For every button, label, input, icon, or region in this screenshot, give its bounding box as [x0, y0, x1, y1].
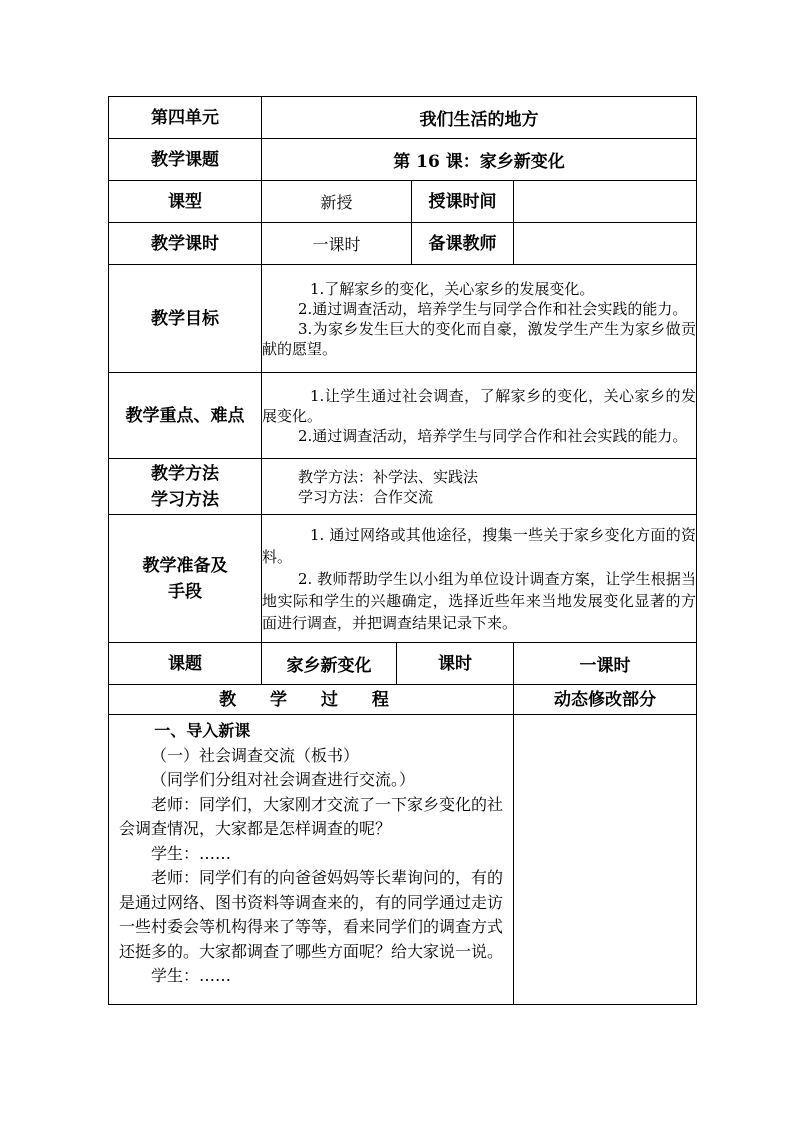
- lesson-title-row: [109, 139, 697, 181]
- key-points-label: 教学重点、难点: [109, 373, 262, 459]
- period-value: 一课时: [514, 643, 697, 685]
- objective-item: 1.了解家乡的变化，关心家乡的发展变化。: [310, 279, 595, 298]
- preparation-item: 2. 教师帮助学生以小组为单位设计调查方案，让学生根据当地实际和学生的兴趣确定，选择近些年来当地发展变化显著的方面进行调查，并把调查结果记录下来。: [262, 569, 697, 632]
- key-point-item: 2.通过调查活动，培养学生与同学合作和社会实践的能力。: [298, 426, 688, 445]
- process-line: 老师：同学们有的向爸爸妈妈等长辈询问的，有的是通过网络、图书资料等调查来的，有的同学通过走访一些村委会等机构得来了等等，看来同学们的调查方式还挺多的。大家都调查了哪些方面呢？给大家说一说。: [119, 868, 504, 961]
- unit-value: 我们生活的地方: [262, 97, 697, 139]
- process-row: [109, 715, 697, 1005]
- objective-item: 2.通过调查活动，培养学生与同学合作和社会实践的能力。: [298, 299, 688, 318]
- process-line: （一）社会调查交流（板书）: [151, 745, 360, 765]
- preparation-label: [109, 515, 262, 643]
- process-title: 教 学 过 程: [109, 685, 514, 715]
- lesson-plan-table: [108, 96, 697, 1005]
- objective-item: 3.为家乡发生巨大的变化而自豪，激发学生产生为家乡做贡献的愿望。: [262, 319, 697, 358]
- topic-value: 家乡新变化: [262, 643, 397, 685]
- dynamic-revision-header: 动态修改部分: [514, 685, 697, 715]
- lesson-type-label: 课型: [109, 181, 262, 223]
- period-label: 课时: [397, 643, 514, 685]
- teaching-method-value: 教学方法：补学法、实践法: [298, 467, 479, 486]
- process-line: 学生：……: [151, 966, 232, 985]
- objectives-row: [109, 265, 697, 373]
- periods-row: [109, 223, 697, 265]
- preparation-label-line2: 手段: [168, 581, 202, 602]
- teacher-label: 备课教师: [412, 223, 514, 265]
- process-line: 学生：……: [151, 843, 232, 863]
- preparation-label-line1: 教学准备及: [142, 555, 228, 576]
- lesson-title-label: 教学课题: [109, 139, 262, 181]
- topic-row: [109, 643, 697, 685]
- unit-row: [109, 97, 697, 139]
- key-point-item: 1.让学生通过社会调查，了解家乡的变化，关心家乡的发展变化。: [262, 386, 697, 425]
- objectives-label: 教学目标: [109, 265, 262, 373]
- key-points-content: [262, 373, 697, 459]
- learning-method-value: 学习方法：合作交流: [298, 487, 434, 506]
- key-points-row: [109, 373, 697, 459]
- teaching-time-label: 授课时间: [412, 181, 514, 223]
- periods-label: 教学课时: [109, 223, 262, 265]
- process-line: 老师：同学们，大家刚才交流了一下家乡变化的社会调查情况，大家都是怎样调查的呢？: [119, 794, 504, 838]
- preparation-item: 1. 通过网络或其他途径，搜集一些关于家乡变化方面的资料。: [262, 525, 697, 566]
- topic-label: 课题: [109, 643, 262, 685]
- teaching-time-value: [514, 181, 697, 223]
- lesson-type-value: 新授: [262, 181, 412, 223]
- unit-label: 第四单元: [109, 97, 262, 139]
- lesson-type-row: [109, 181, 697, 223]
- teacher-value: [514, 223, 697, 265]
- methods-row: [109, 459, 697, 515]
- process-line: （同学们分组对社会调查进行交流。）: [151, 770, 416, 789]
- dynamic-revision-area: [514, 715, 697, 1005]
- methods-label: [109, 459, 262, 515]
- learning-method-label: 学习方法: [151, 489, 219, 510]
- teaching-method-label: 教学方法: [151, 463, 219, 484]
- objectives-content: [262, 265, 697, 373]
- methods-content: [262, 459, 697, 515]
- process-header-row: [109, 685, 697, 715]
- process-content: [109, 715, 514, 1005]
- preparation-row: [109, 515, 697, 643]
- preparation-content: [262, 515, 697, 643]
- process-heading: 一、导入新课: [154, 721, 251, 740]
- lesson-title-value: 第 16 课：家乡新变化: [262, 139, 697, 181]
- periods-value: 一课时: [262, 223, 412, 265]
